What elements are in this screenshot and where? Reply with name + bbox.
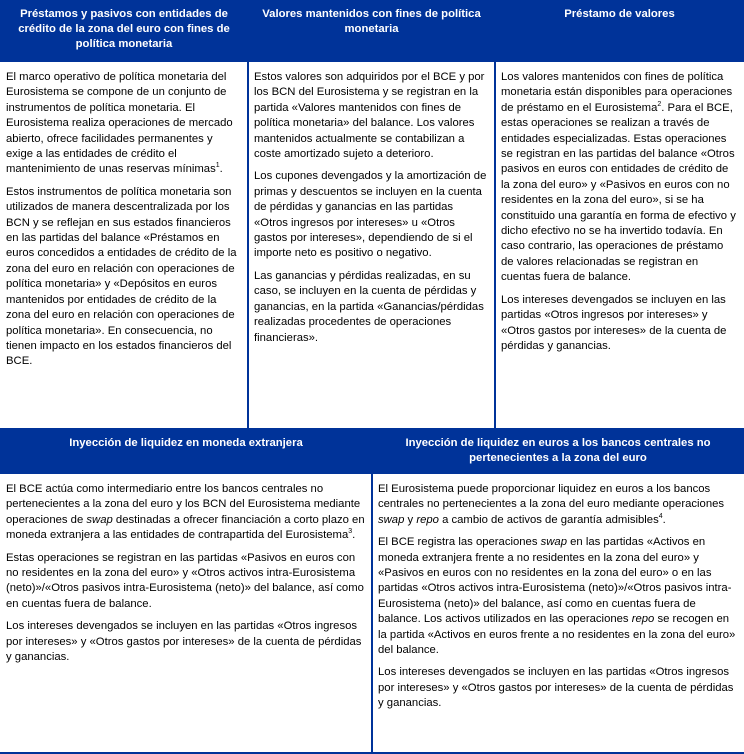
divider: [371, 474, 373, 752]
cell-prestamos-pasivos: [0, 62, 248, 428]
top-body-row: [0, 62, 744, 428]
divider: [494, 62, 496, 428]
paragraph: Estos instrumentos de política monetaria son utilizados de manera descentralizada por los BCN y se reflejan en sus estados financieros en las partidas del balance «Préstamos en euros concedidos a entidades de crédito de la zona del euro en relación con operaciones de política monetaria» y «Depósitos en euros mantenidos por entidades de crédito de la zona del euro en relación con operaciones de política monetaria». En consecuencia, no tienen impacto en los estados financieros del BCE.: [6, 185, 237, 368]
paragraph: Los intereses devengados se incluyen en las partidas «Otros ingresos por intereses» y «Otros gastos por intereses» de la cuenta de pérdidas y ganancias.: [378, 666, 734, 710]
header-valores-mantenidos: Valores mantenidos con fines de política monetaria: [248, 0, 495, 62]
paragraph: Los cupones devengados y la amortización de primas y descuentos se incluyen en la cuenta de pérdidas y ganancias en las partidas «Otros ingresos por intereses» u «Otros gastos por intereses», dependiendo de si el importe neto es positivo o negativo.: [254, 170, 487, 260]
header-liquidez-moneda-extranjera: Inyección de liquidez en moneda extranjera: [0, 428, 372, 474]
header-prestamo-valores: Préstamo de valores: [495, 0, 744, 62]
paragraph: El BCE actúa como intermediario entre los bancos centrales no pertenecientes a la zona del euro y los BCN del Eurosistema mediante operaciones de swap destinadas a ofrecer financiación a corto plazo en moneda extranjera a las entidades de contrapartida del Eurosistema$^3$.: [6, 483, 365, 542]
header-liquidez-euros: Inyección de liquidez en euros a los bancos centrales no pertenecientes a la zona del euro: [372, 428, 744, 474]
paragraph: El Eurosistema puede proporcionar liquidez en euros a los bancos centrales no pertenecientes a la zona del euro mediante operaciones swap y repo a cambio de activos de garantía admisibles$^4$.: [378, 483, 725, 526]
cell-liquidez-moneda-extranjera: [0, 474, 372, 752]
cell-valores-mantenidos: [248, 62, 495, 428]
paragraph: Estos valores son adquiridos por el BCE y por los BCN del Eurosistema y se registran en la partida «Valores mantenidos con fines de política monetaria» del balance. Los valores mantenidos actualmente se contabilizan a coste amortizado sujeto a deterioro.: [254, 71, 485, 161]
header-prestamos-pasivos: Préstamos y pasivos con entidades de crédito de la zona del euro con fines de política monetaria: [0, 0, 248, 62]
paragraph: Las ganancias y pérdidas realizadas, en su caso, se incluyen en la cuenta de pérdidas y ganancias, en la partida «Ganancias/pérdidas realizadas procedentes de operaciones financieras».: [254, 269, 484, 344]
bottom-header-row: [0, 428, 744, 474]
cell-prestamo-valores: [495, 62, 744, 428]
cell-liquidez-euros: [372, 474, 744, 752]
paragraph: Los valores mantenidos con fines de política monetaria están disponibles para operaciones de préstamo en el Eurosistema$^2$. Para el BCE, estas operaciones se realizan a través de entidades especializadas. Estas operaciones se registran en las partidas del balance «Otros pasivos en euros con entidades de crédito de la zona del euro» y «Pasivos en euros con no residentes en la zona del euro», si se ha constituido una garantía en forma de efectivo y dicho efectivo no se ha invertido todavía. En caso contrario, las operaciones de préstamo de valores relacionadas se registran en cuentas fuera de balance.: [501, 71, 736, 284]
paragraph: Los intereses devengados se incluyen en las partidas «Otros ingresos por intereses» y «Otros gastos por intereses» de la cuenta de pérdidas y ganancias.: [501, 293, 727, 352]
paragraph: Estas operaciones se registran en las partidas «Pasivos en euros con no residentes en la zona del euro» y «Otros activos intra-Eurosistema (neto)»/«Otros pasivos intra-Eurosistema (neto)» del balance, así como en cuentas fuera de balance.: [6, 551, 364, 610]
paragraph: El BCE registra las operaciones swap en las partidas «Activos en moneda extranjera frente a no residentes en la zona del euro» y «Pasivos en euros con no residentes en la zona del euro» o en las partidas «Otros activos intra-Eurosistema (neto)»/«Otros pasivos intra-Eurosistema (neto)» del balance, así como en cuentas fuera de balance. Los activos utilizados en las operaciones repo se recogen en la partida «Activos en euros frente a no residentes en la zona del euro» del balance.: [378, 536, 736, 657]
paragraph: Los intereses devengados se incluyen en las partidas «Otros ingresos por intereses» y «Otros gastos por intereses» de la cuenta de pérdidas y ganancias.: [6, 620, 362, 664]
paragraph: El marco operativo de política monetaria del Eurosistema se compone de un conjunto de instrumentos de política monetaria. El Eurosistema realiza operaciones de mercado abierto, ofrece facilidades permanentes y exige a las entidades de crédito el mantenimiento de unas reservas mínimas$^1$.: [6, 71, 233, 176]
top-header-row: [0, 0, 744, 62]
divider: [247, 62, 249, 428]
